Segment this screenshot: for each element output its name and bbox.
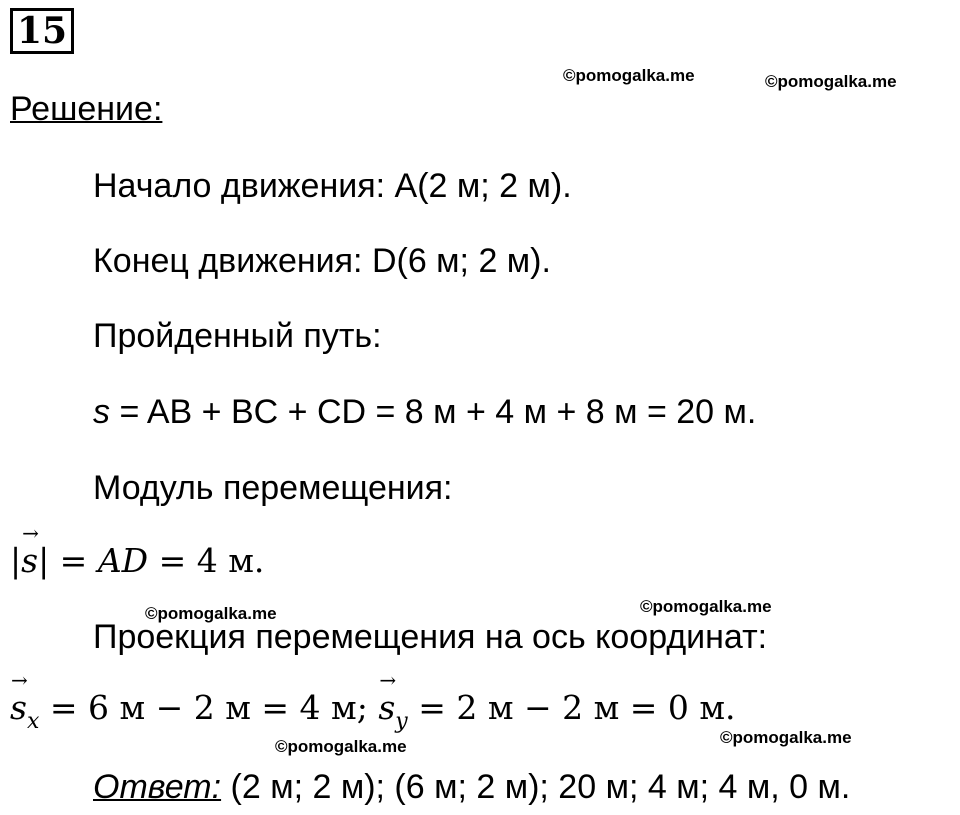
answer-label: Ответ: (93, 768, 222, 806)
watermark: ©pomogalka.me (640, 597, 772, 616)
path-variable: s (93, 393, 110, 431)
motion-start-line: Начало движения: A(2 м; 2 м). (93, 167, 572, 205)
task-number: 15 (16, 10, 68, 52)
displacement-formula: |→ s| = AD = 4 м. (10, 541, 264, 580)
s-vector: → s (21, 541, 38, 580)
path-formula-line (93, 393, 756, 432)
watermark: ©pomogalka.me (765, 72, 897, 91)
solution-heading: Решение: (10, 90, 163, 128)
sx-vector: → s (10, 688, 27, 727)
watermark: ©pomogalka.me (275, 737, 407, 756)
projection-formula: → $s_x = 6$ м − 2 м = 4 м; → $s_y = 2$ м − 2 м = 0 м. (10, 688, 736, 734)
task-number-box (10, 8, 74, 54)
answer-text: (2 м; 2 м); (6 м; 2 м); 20 м; 4 м; 4 м, 0 м. (221, 768, 851, 806)
watermark: ©pomogalka.me (145, 604, 277, 623)
watermark: ©pomogalka.me (563, 66, 695, 85)
projection-label: Проекция перемещения на ось координат: (93, 618, 768, 656)
motion-end-line: Конец движения: D(6 м; 2 м). (93, 242, 551, 280)
sy-vector: → s (378, 688, 395, 727)
watermark: ©pomogalka.me (720, 728, 852, 747)
displacement-label: Модуль перемещения: (93, 469, 453, 507)
path-formula: = AB + BC + CD = 8 м + 4 м + 8 м = 20 м. (110, 393, 757, 431)
answer-line (93, 768, 850, 807)
path-label: Пройденный путь: (93, 317, 382, 355)
